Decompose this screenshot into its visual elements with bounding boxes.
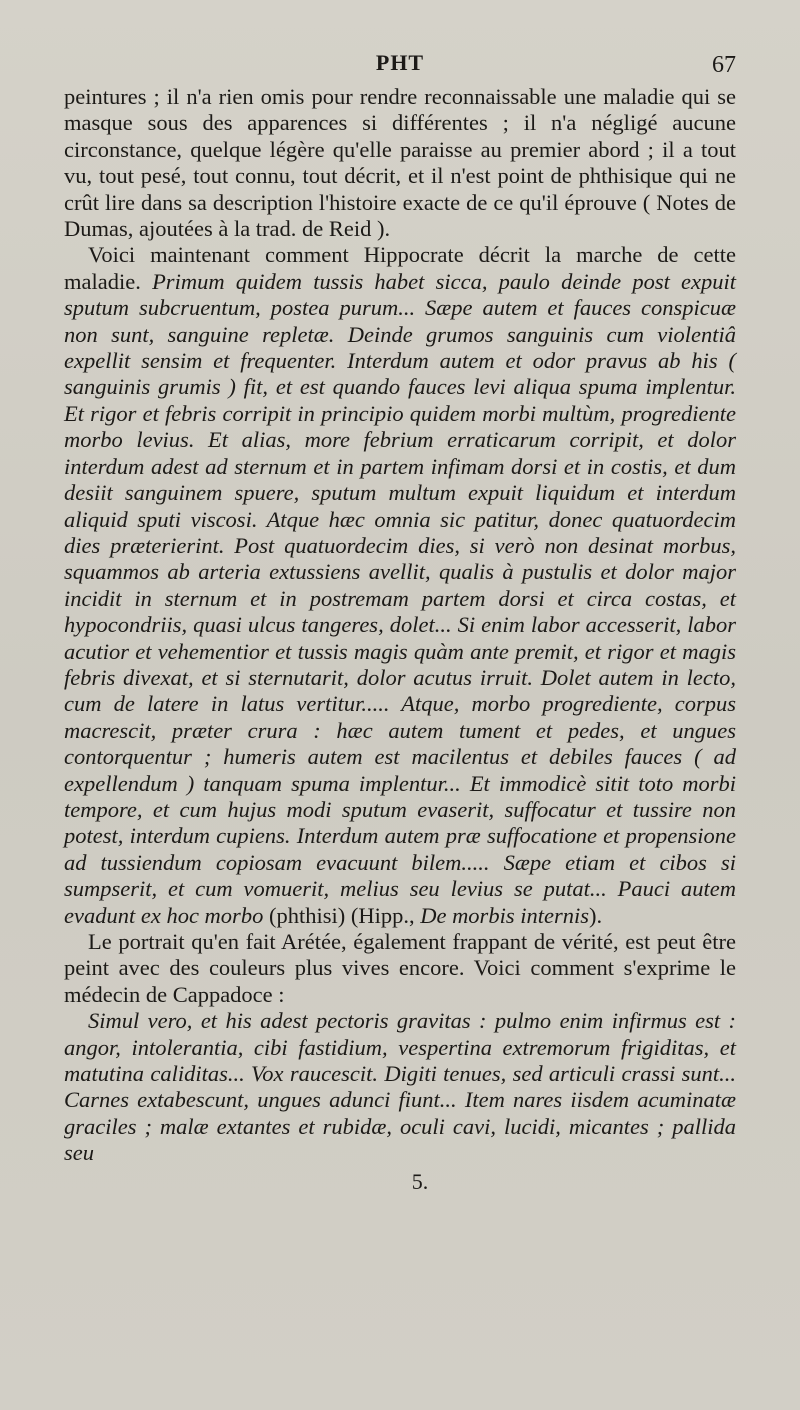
hippocrates-quote: Primum quidem tussis habet sicca, paulo deinde post expuit sputum subcruentum, postea purum... Sæpe autem et fauces conspicuæ non sunt, sanguine repletæ. Deinde grumos sanguinis cum violentiâ expellit sensim et frequenter. Interdum autem et odor pravus ab his ( sanguinis grumis ) fit, et est quando fauces levi aliqua spuma implentur. Et rigor et febris corripit in principio quidem morbi multùm, progrediente morbo levius. Et alias, more febrium erraticarum corripit, et dolor interdum adest ad sternum et in partem infimam dorsi et in costis, et dum desiit sanguinem spuere, sputum multum expuit liquidum et interdum aliquid sputi viscosi. Atque hæc omnia sic patitur, donec quatuordecim dies præterierint. Post quatuordecim dies, si verò non desinat morbus, squammos ab arteria extussiens avellit, qualis à pustulis et dolor major incidit in sternum et in postremam partem dorsi et circa costas, et hypocondriis, quasi ulcus tangeres, dolet... Si enim labor accesserit, labor acutior et vehementior et tussis magis quàm ante premit, et rigor et magis febris divexat, et si sternutarit, dolor acutus irruit. Dolet autem in lecto, cum de latere in latus vertitur..... Atque, morbo progrediente, corpus macrescit, præter crura : hæc autem tument et pedes, et ungues contorquentur ; humeris autem est macilentus et debiles fauces ( ad expellendum ) tanquam spuma implentur... Et immodicè sitit toto morbi tempore, et cum hujus modi sputum evaserit, suffocatur et tussire non potest, interdum cupiens. Interdum autem præ suffocatione et propensione ad tussiendum copiosam evacuunt bilem..... Sæpe etiam et cibos si sumpserit, et cum vomuerit, melius seu levius se putat... Pauci autem evadunt ex hoc morbo bbox=[64, 268, 737, 928]
signature-mark: 5. bbox=[411, 1168, 429, 1194]
page-number: 67 bbox=[712, 52, 736, 78]
body-text bbox=[64, 84, 736, 1167]
paragraph-2-intro: Voici maintenant comment Hippocrate décrit la marche de cette maladie. bbox=[64, 242, 736, 294]
page-header bbox=[64, 44, 736, 84]
running-head: PHT bbox=[375, 50, 425, 75]
aretaeus-quote: Simul vero, et his adest pectoris gravitas : pulmo enim infirmus est : angor, intolerantia, cibi fastidium, vespertina extremorum frigiditas, et matutina caliditas... Vox raucescit. Digiti tenues, sed articuli crassi sunt... Carnes extabescunt, ungues adunci fiunt... Item nares iisdem acuminatæ graciles ; malæ extantes et rubidæ, oculi cavi, lucidi, micantes ; pallida seu bbox=[64, 1008, 736, 1166]
quote-source-title: De morbis internis bbox=[420, 902, 589, 928]
quote-source-open: (phthisi) (Hipp., bbox=[263, 902, 421, 928]
paragraph-2 bbox=[64, 242, 736, 929]
paragraph-1: peintures ; il n'a rien omis pour rendre reconnaissable une maladie qui se masque sous des apparences si différentes ; il n'a négligé aucune circonstance, quelque légère qu'elle paraisse au premier abord ; il a tout vu, tout pesé, tout connu, tout décrit, et il n'est point de phthisique qui ne crût lire dans sa description l'histoire exacte de ce qu'il éprouve ( Notes de Dumas, ajoutées à la trad. de Reid ). bbox=[64, 84, 736, 242]
quote-source-close: ). bbox=[588, 902, 603, 928]
paragraph-3: Le portrait qu'en fait Arétée, également frappant de vérité, est peut être peint avec des couleurs plus vives encore. Voici comment s'exprime le médecin de Cappadoce : bbox=[64, 929, 736, 1007]
